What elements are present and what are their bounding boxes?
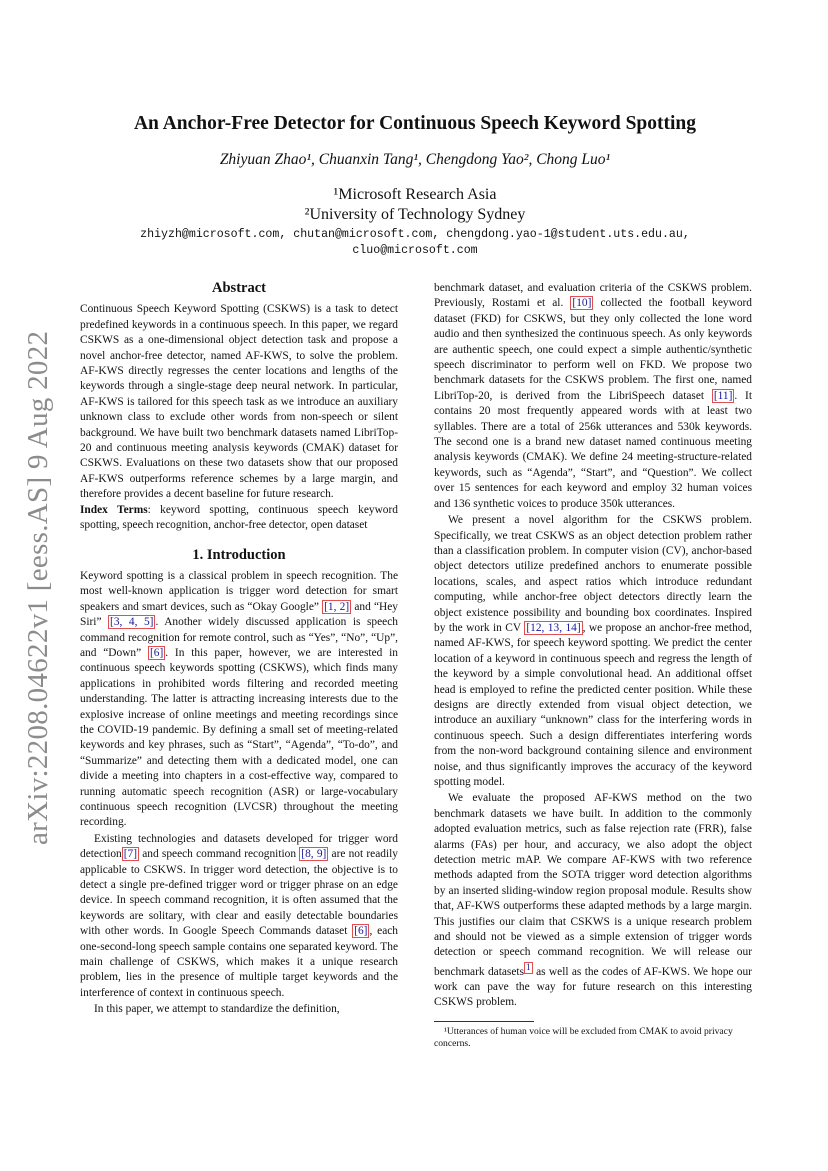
intro-paragraph-4: benchmark dataset, and evaluation criteria of the CSKWS problem. Previously, Rostami et al. [10] collected the football keyword dataset (FKD) for CSKWS, but they only collected the lone word audio and then synthesized the continuous speech. As only keywords are authentic speech, one could expect a simple authentic/synthetic speech discriminator to perform well on FKD. We propose two benchmark datasets for the CSKWS problem. The first one, named LibriTop-20, is derived from the LibriSpeech dataset [11] . It contains 20 most frequently appeared words with at least two syllables. There are a total of 256k utterances and 530k keywords. The second one is a brand new dataset named continuous meeting analysis keywords (CMAK). We define 24 meeting-structure-related keywords, such as “Agenda”, “Start”, and “Question”. We collect over 15 sentences for each keyword and employ 32 human voices and 136 synthetic voices to produce 350k utterances. bbox=[434, 282, 753, 510]
citation-link[interactable]: [6] bbox=[149, 646, 164, 659]
footnote-link[interactable]: 1 bbox=[526, 962, 531, 973]
intro-paragraph-5: We present a novel algorithm for the CSKWS problem. Specifically, we treat CSKWS as an object detection problem rather than a classification problem. In computer vision (CV), anchor-based object detectors utilize predefined anchors to enumerate possible locations, scales, and aspect ratios which introduce redundant computing, while anchor-free object detectors directly learn the object existence possibility and bounding box coordinates. Inspired by the work in CV [12, 13, 14] , we propose an anchor-free method, named AF-KWS, for speech keyword spotting. We predict the center location of a keyword in continuous speech and regress the length of the keyword by a simple convolutional head. An additional offset head is employed to refine the predicted center position. While these designs are directly extended from visual object detection, we introduce an auxiliary “unknown” class for the interfering words in continuous speech. Such a design differentiates interfering words from the non-word background containing silence and environment noise, and thus significantly improves the accuracy of the keyword spotting model. bbox=[434, 514, 753, 788]
index-terms-label: Index Terms bbox=[80, 503, 148, 516]
author-list: Zhiyuan Zhao¹, Chuanxin Tang¹, Chengdong Yao², Chong Luo¹ bbox=[219, 151, 611, 168]
citation-link[interactable]: [10] bbox=[572, 297, 592, 310]
intro-paragraph-2: Existing technologies and datasets developed for trigger word detection [7] and speech command recognition [8, 9] are not readily applicable to CSKWS. In trigger word detection, the objective is to detect a single pre-defined trigger word or trigger phrase on an edge device. In speech command recognition, it is often assumed that the keywords are solitary, with clear and easily detectable boundaries with other words. In Google Speech Commands dataset [6] , each one-second-long speech sample contains one separated keyword. The main challenge of CSKWS, which makes it a unique research problem, lies in the presence of multiple target keywords and the interference of context in continuous speech. bbox=[80, 832, 398, 999]
left-column bbox=[80, 281, 398, 1019]
footnote-rule bbox=[434, 1021, 534, 1022]
right-column bbox=[434, 281, 752, 1050]
citation-link[interactable]: [11] bbox=[713, 389, 733, 402]
abstract-text: Continuous Speech Keyword Spotting (CSKWS) is a task to detect predefined keywords in a continuous speech. In this paper, we regard CSKWS as a one-dimensional object detection task and propose a novel anchor-free detector, named AF-KWS, to solve the problem. AF-KWS directly regresses the center locations and lengths of the keywords through a single-stage deep neural network. In particular, AF-KWS is tailored for this speech task as we introduce an auxiliary unknown class to exclude other words from non-speech or silent background. We have built two benchmark datasets named LibriTop-20 and continuous meeting analysis keywords (CMAK) dataset for CSKWS. Evaluations on these two datasets show that our proposed AF-KWS outperforms reference schemes by a large margin, and therefore provides a decent baseline for future research. Index Terms: keyword spotting, continuous speech keyword spotting, speech recognition, anchor-free detector, open dataset bbox=[80, 303, 398, 532]
citation-link[interactable]: [1, 2] bbox=[324, 600, 350, 613]
paper-title: An Anchor-Free Detector for Continuous Speech Keyword Spotting bbox=[133, 113, 697, 134]
affiliation-1: ¹Microsoft Research Asia bbox=[333, 186, 497, 203]
footnote: ¹Utterances of human voice will be excluded from CMAK to avoid privacy concerns. bbox=[434, 1025, 733, 1049]
citation-link[interactable]: [7] bbox=[123, 848, 138, 861]
affiliation-2: ²University of Technology Sydney bbox=[304, 206, 526, 223]
citation-link[interactable]: [6] bbox=[354, 925, 368, 938]
author-emails bbox=[60, 227, 770, 259]
intro-paragraph-3: In this paper, we attempt to standardize the definition, bbox=[94, 1003, 340, 1016]
citation-link[interactable]: [8, 9] bbox=[301, 848, 327, 861]
citation-link[interactable]: [3, 4, 5] bbox=[110, 616, 154, 629]
intro-paragraph-1: Keyword spotting is a classical problem in speech recognition. The most well-known application is trigger word detection for smart speakers and smart devices, such as “Okay Google” [1, 2] and “Hey Siri” [3, 4, 5] . Another widely discussed application is speech command recognition for remote control, such as “Yes”, “No”, “Up”, and “Down” [6] . In this paper, however, we are interested in continuous speech keywords spotting (CSKWS), which finds many applications in prohibited words filtering and recorded meeting understanding. The latter is attracting increasing interests due to the explosive increase of online meetings and meeting recordings since the COVID-19 pandemic. By defining a small set of meeting-related keywords and key phrases, such as “Start”, “Agenda”, “To-do”, and “Summarize” and detecting them with a dedicated model, one can divide a meeting into chapters in a cost-effective way, compared to running automatic speech recognition (ASR) or large-vocabulary continuous speech recognition (LVCSR) throughout the meeting recording. bbox=[80, 569, 398, 829]
index-terms: : keyword spotting, continuous speech keyword spotting, speech recognition, anchor-free detector, open dataset bbox=[80, 503, 398, 532]
email-line-1: zhiyzh@microsoft.com, chutan@microsoft.com, chengdong.yao-1@student.uts.edu.au, bbox=[140, 228, 690, 241]
introduction-heading: 1. Introduction bbox=[192, 546, 286, 563]
email-line-2: cluo@microsoft.com bbox=[352, 244, 478, 257]
abstract-heading: Abstract bbox=[212, 280, 266, 296]
citation-link[interactable]: [12, 13, 14] bbox=[526, 621, 581, 634]
intro-paragraph-6: We evaluate the proposed AF-KWS method on the two benchmark datasets we have built. In addition to the commonly adopted evaluation metrics, such as false rejection rate (FRR), false alarms (FAs) per hour, and accuracy, we also adopt the object detection metric mAP. We compare AF-KWS with two reference methods adapted from the SOTA trigger word detection algorithms by an inserted sliding-window region proposal module. Results show that, AF-KWS outperforms these adapted methods by a large margin. This justifies our claim that CSKWS is a unique research problem and should not be viewed as a simple extension of trigger words detection or speech command recognition. We will release our benchmark datasets $^1$ as well as the codes of AF-KWS. We hope our work can pave the way for future research on this interesting CSKWS problem. bbox=[434, 792, 752, 1009]
arxiv-identifier: arXiv:2208.04622v1 [eess.AS] 9 Aug 2022 bbox=[22, 330, 54, 845]
